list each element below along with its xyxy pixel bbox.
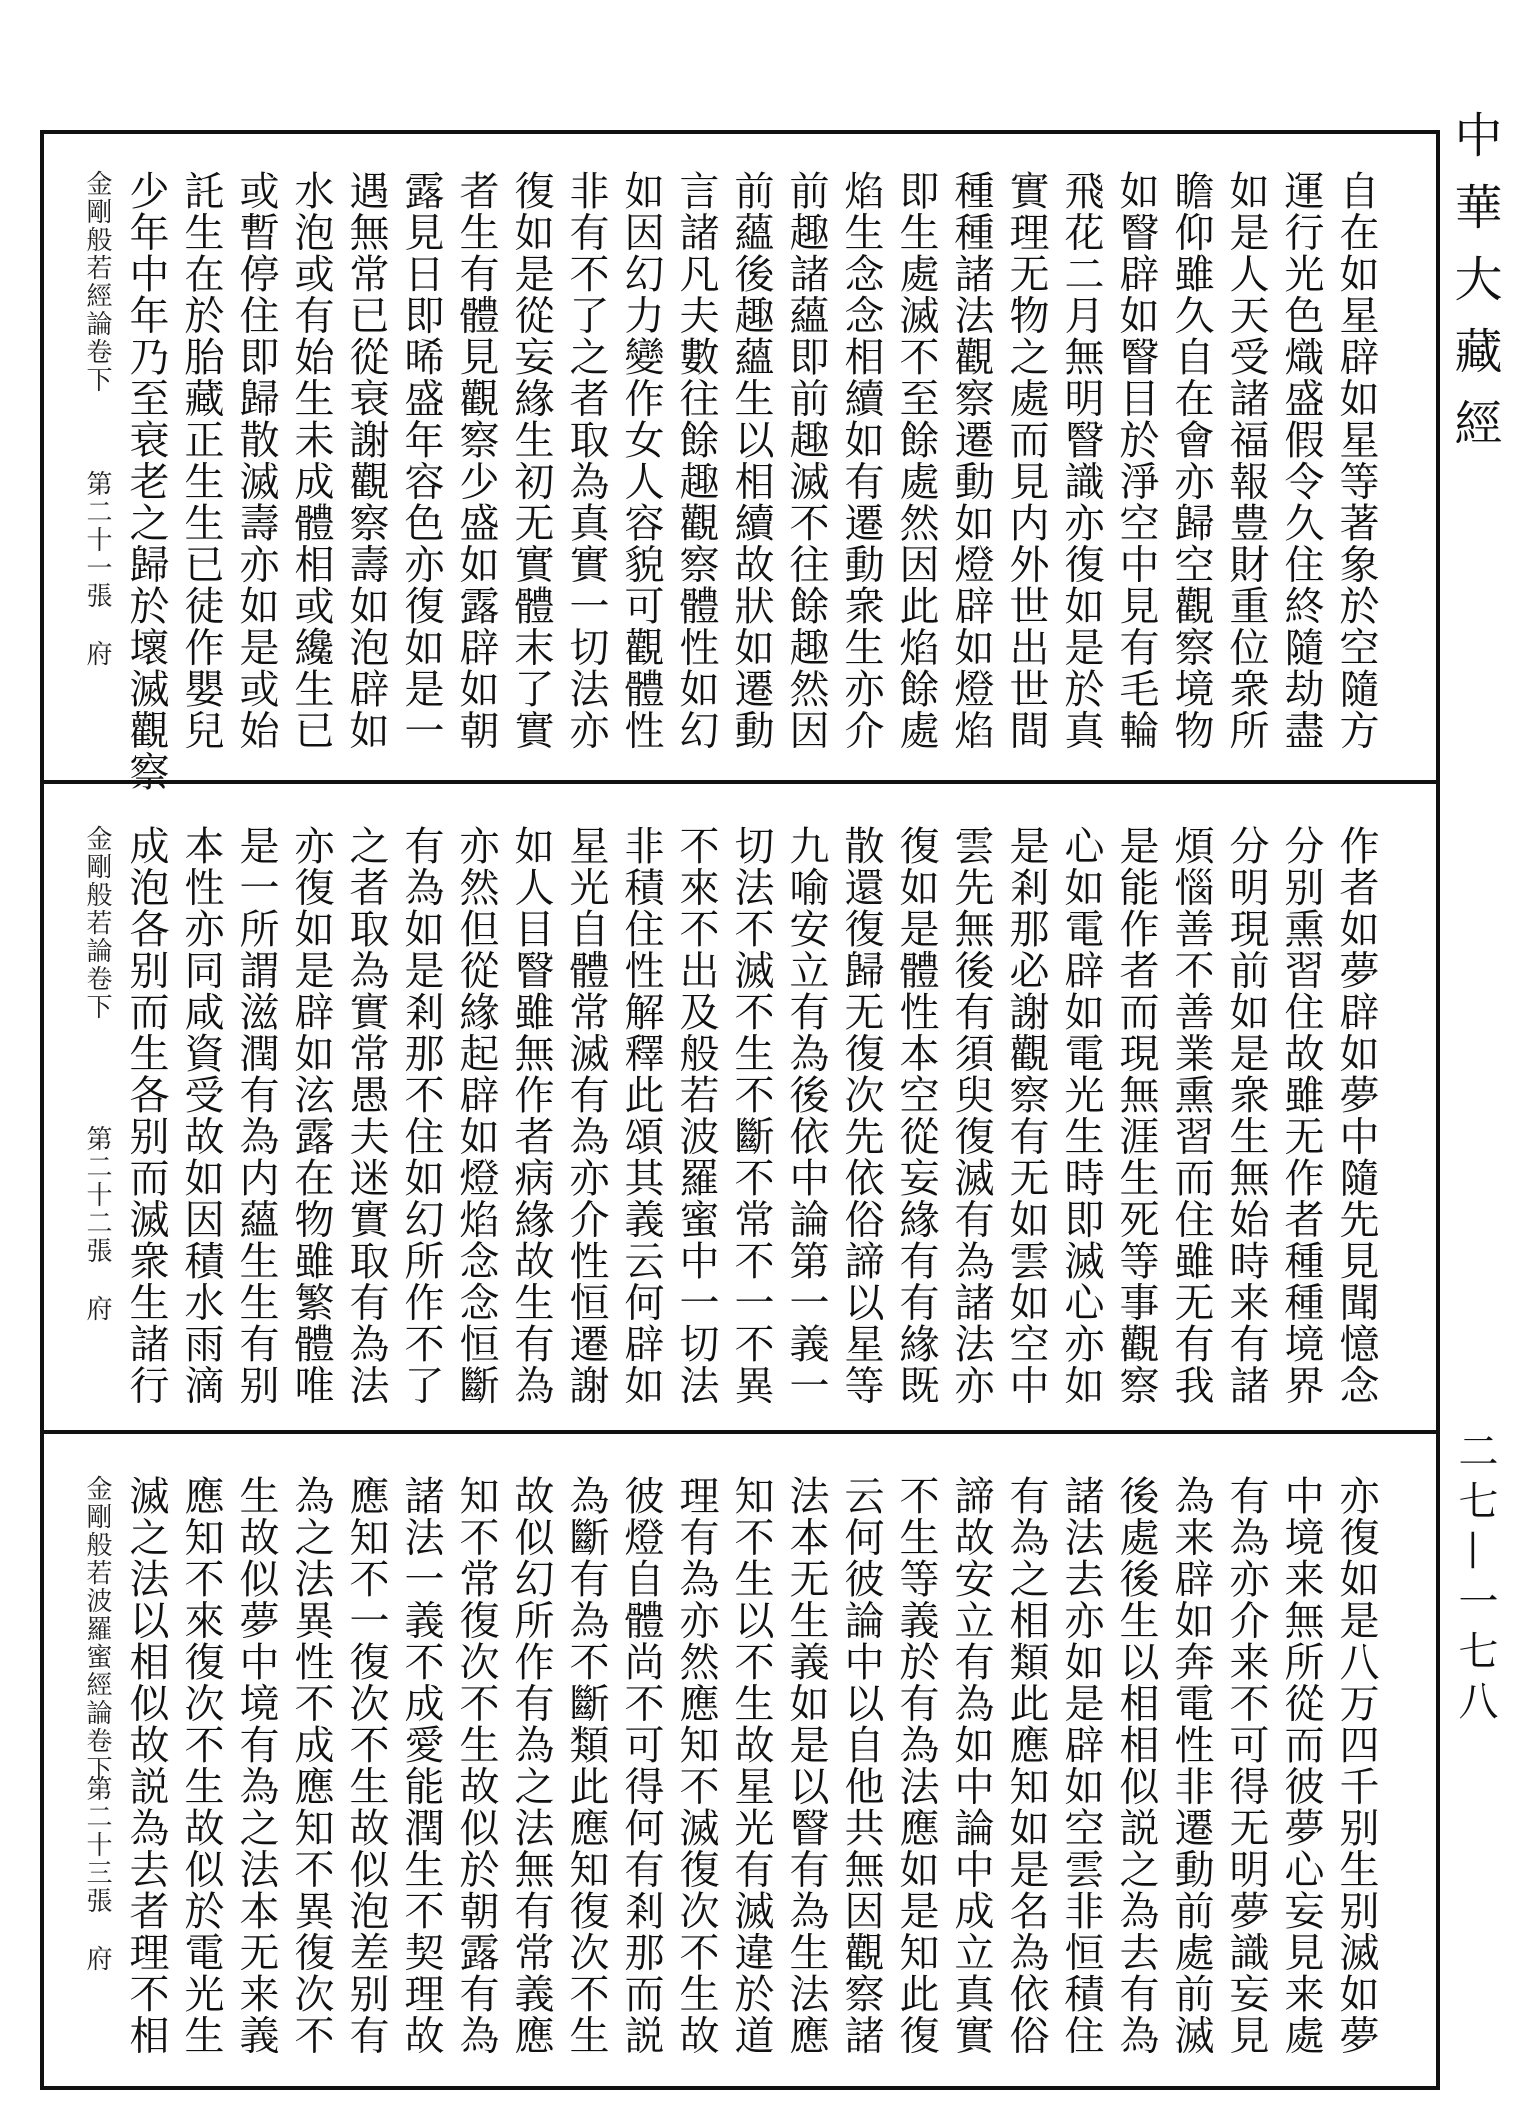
- text-column: 應知不一復次不生故似泡差别有: [343, 1475, 389, 2056]
- running-header-mark: 府: [82, 1945, 112, 1973]
- text-column: 為来辟如奔電性非遷動前處前滅: [1168, 1475, 1214, 2056]
- text-column: 復如是從妄緣生初无實體末了實: [508, 170, 554, 751]
- text-column: 分别熏習住故雖无作者種種境界: [1278, 825, 1324, 1406]
- text-column: 如因幻力變作女人容貌可觀體性: [618, 170, 664, 751]
- panel-divider-2: [40, 1430, 1440, 1434]
- text-column: 復如是體性本空從妄緣有有緣既: [893, 825, 939, 1406]
- text-column: 水泡或有始生未成體相或纔生已: [288, 170, 334, 751]
- text-column: 如人目瞖雖無作者病緣故生有為: [508, 825, 554, 1406]
- text-column: 散還復歸无復次先依俗諦以星等: [838, 825, 884, 1406]
- text-column: 不來不出及般若波羅蜜中一切法: [673, 825, 719, 1406]
- text-column: 滅之法以相似故説為去者理不相: [123, 1475, 169, 2056]
- running-header-sheet: 第二十一張: [82, 470, 112, 610]
- text-column: 如是人天受諸福報豊財重位衆所: [1223, 170, 1269, 751]
- text-column: 雲先無後有須臾復滅有為諸法亦: [948, 825, 994, 1406]
- text-column: 亦然但從緣起辟如燈焰念念恒斷: [453, 825, 499, 1406]
- text-column: 前趣諸蘊即前趣滅不往餘趣然因: [783, 170, 829, 751]
- text-column: 九喻安立有為後依中論第一義一: [783, 825, 829, 1406]
- text-column: 應知不來復次不生故似於電光生: [178, 1475, 224, 2056]
- text-panel-1: [60, 170, 1380, 793]
- running-header-sheet: 第二十三張: [82, 1775, 112, 1915]
- running-header-title: 金剛般若論卷下: [82, 825, 112, 1021]
- text-column: 不生等義於有為法應如是知此復: [893, 1475, 939, 2056]
- text-column: 實理无物之處而見内外世出世間: [1003, 170, 1049, 751]
- text-column: 即生處滅不至餘處然因此焰餘處: [893, 170, 939, 751]
- text-column: 作者如夢辟如夢中隨先見聞憶念: [1333, 825, 1379, 1406]
- running-header-title: 金剛般若波羅蜜經論卷下: [82, 1475, 112, 1783]
- text-column: 云何彼論中以自他共無因觀察諸: [838, 1475, 884, 2056]
- text-column: 本性亦同咸資受故如因積水雨滴: [178, 825, 224, 1406]
- text-column: 亦復如是辟如泫露在物雖繁體唯: [288, 825, 334, 1406]
- text-column: 是一所謂滋潤有為内蘊生生有别: [233, 825, 279, 1406]
- text-column: 如瞖辟如瞖目於淨空中見有毛輪: [1113, 170, 1159, 751]
- text-column: 彼燈自體尚不可得何有剎那而説: [618, 1475, 664, 2056]
- text-column: 為斷有為不斷類此應知復次不生: [563, 1475, 609, 2056]
- text-column: 煩惱善不善業熏習而住雖无有我: [1168, 825, 1214, 1406]
- text-column: 前蘊後趣蘊生以相續故狀如遷動: [728, 170, 774, 751]
- text-column: 有為之相類此應知如是名為依俗: [1003, 1475, 1049, 2056]
- text-column: 種種諸法觀察遷動如燈辟如燈焰: [948, 170, 994, 751]
- text-column: 運行光色熾盛假令久住終隨劫盡: [1278, 170, 1324, 751]
- text-column: 法本无生義如是以瞖有為生法應: [783, 1475, 829, 2056]
- text-column: 少年中年乃至衰老之歸於壞滅觀察: [123, 170, 169, 793]
- text-column: 是能作者而現無涯生死等事觀察: [1113, 825, 1159, 1406]
- collection-title: 中華大藏經: [1446, 110, 1502, 470]
- running-header-mark: 府: [82, 1295, 112, 1323]
- text-column: 露見日即晞盛年容色亦復如是一: [398, 170, 444, 751]
- text-column: 中境来無所從而彼夢心妄見来處: [1278, 1475, 1324, 2056]
- running-header-sheet: 第二十二張: [82, 1125, 112, 1265]
- text-column: 心如電辟如電光生時即滅心亦如: [1058, 825, 1104, 1406]
- text-column: 非有不了之者取為真實一切法亦: [563, 170, 609, 751]
- text-column: 諸法一義不成愛能潤生不契理故: [398, 1475, 444, 2056]
- text-column: 或暫停住即歸散滅壽亦如是或始: [233, 170, 279, 751]
- text-column: 言諸凡夫數往餘趣觀察體性如幻: [673, 170, 719, 751]
- text-column: 瞻仰雖久自在會亦歸空觀察境物: [1168, 170, 1214, 751]
- text-column: 之者取為實常愚夫迷實取有為法: [343, 825, 389, 1406]
- text-column: 故似幻所作有為之法無有常義應: [508, 1475, 554, 2056]
- text-column: 為之法異性不成應知不異復次不: [288, 1475, 334, 2056]
- text-column: 有為如是剎那不住如幻所作不了: [398, 825, 444, 1406]
- text-column: 飛花二月無明瞖識亦復如是於真: [1058, 170, 1104, 751]
- panel-divider-1: [40, 780, 1440, 784]
- text-panel-3: [60, 1475, 1380, 2075]
- text-column: 焰生念念相續如有遷動衆生亦介: [838, 170, 884, 751]
- running-header-mark: 府: [82, 640, 112, 668]
- text-column: 理有為亦然應知不滅復次不生故: [673, 1475, 719, 2056]
- text-column: 星光自體常滅有為亦介性恒遷謝: [563, 825, 609, 1406]
- text-column: 切法不滅不生不斷不常不一不異: [728, 825, 774, 1406]
- text-column: 諸法去亦如是辟如空雲非恒積住: [1058, 1475, 1104, 2056]
- text-column: 成泡各别而生各别而滅衆生諸行: [123, 825, 169, 1406]
- text-column: 生故似夢中境有為之法本无来義: [233, 1475, 279, 2056]
- text-column: 亦復如是八万四千别生别滅如夢: [1333, 1475, 1379, 2056]
- text-column: 非積住性解釋此頌其義云何辟如: [618, 825, 664, 1406]
- text-column: 諦故安立有為如中論中成立真實: [948, 1475, 994, 2056]
- text-column: 有為亦介来不可得无明夢識妄見: [1223, 1475, 1269, 2056]
- text-column: 遇無常已從衰謝觀察壽如泡辟如: [343, 170, 389, 751]
- text-column: 者生有體見觀察少盛如露辟如朝: [453, 170, 499, 751]
- text-column: 自在如星辟如星等著象於空隨方: [1333, 170, 1379, 751]
- text-column: 知不常復次不生故似於朝露有為: [453, 1475, 499, 2056]
- text-column: 是剎那必謝觀察有无如雲如空中: [1003, 825, 1049, 1406]
- text-column: 託生在於胎藏正生生已徒作嬰兒: [178, 170, 224, 751]
- text-column: 後處後生以相相似説之為去有為: [1113, 1475, 1159, 2056]
- text-column: 知不生以不生故星光有滅違於道: [728, 1475, 774, 2056]
- running-header-title: 金剛般若經論卷下: [82, 170, 112, 394]
- text-column: 分明現前如是衆生無始時来有諸: [1223, 825, 1269, 1406]
- page-number: 二七—一七八: [1452, 1430, 1498, 1730]
- text-panel-2: [60, 825, 1380, 1425]
